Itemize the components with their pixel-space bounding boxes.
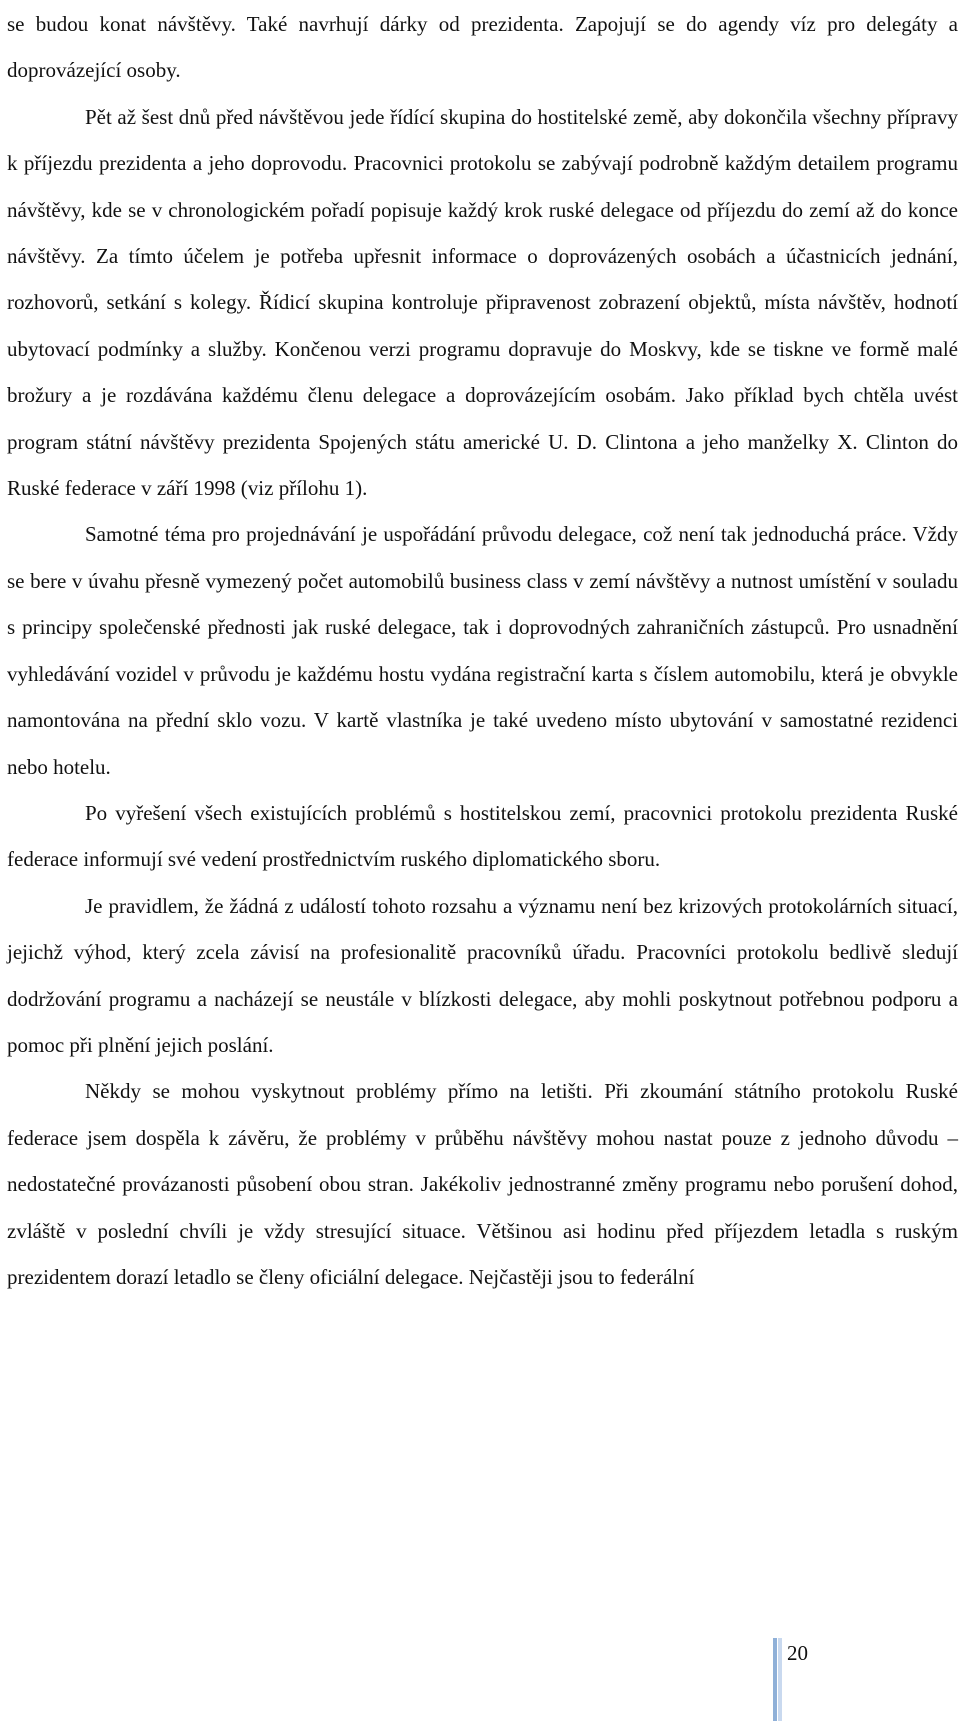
paragraph-preparation-group: Pět až šest dnů před návštěvou jede řídící skupina do hostitelské země, aby dokončila všechny přípravy k příjezdu prezidenta a jeho doprovodu. Pracovnici protokolu se zabývají podrobně každým detailem programu návštěvy, kde se v chronologickém pořadí popisuje každý krok ruské delegace od příjezdu do zemí až do konce návštěvy. Za tímto účelem je potřeba upřesnit informace o doprovázených osobách a účastnicích jednání, rozhovorů, setkání s kolegy. Řídicí skupina kontroluje připravenost zobrazení objektů, místa návštěv, hodnotí ubytovací podmínky a služby. Končenou verzi programu dopravuje do Moskvy, kde se tiskne ve formě malé brožury a je rozdávána každému členu delegace a doprovázejícím osobám. Jako příklad bych chtěla uvést program státní návštěvy prezidenta Spojených státu americké U. D. Clintona a jeho manželky X. Clinton do Ruské federace v září 1998 (viz přílohu 1).: [7, 104, 958, 501]
page-number: 20: [787, 1641, 808, 1665]
paragraph-problem-resolution: Po vyřešení všech existujících problémů s hostitelskou zemí, pracovnici protokolu prezidenta Ruské federace informují své vedení prostřednictvím ruského diplomatického sboru.: [7, 800, 958, 872]
paragraph-motorcade: Samotné téma pro projednávání je uspořádání průvodu delegace, což není tak jednoduchá práce. Vždy se bere v úvahu přesně vymezený počet automobilů business class v zemí návštěvy a nutnost umístění v souladu s principy společenské přednosti jak ruské delegace, tak i doprovodných zahraničních zástupců. Pro usnadnění vyhledávání vozidel v průvodu je každému hostu vydána registrační karta s číslem automobilu, která je obvykle namontována na přední sklo vozu. V kartě vlastníka je také uvedeno místo ubytování v samostatné rezidenci nebo hotelu.: [7, 522, 958, 779]
paragraph-airport-problems: Někdy se mohou vyskytnout problémy přímo na letišti. Při zkoumání státního protokolu Ruské federace jsem dospěla k závěru, že problémy v průběhu návštěvy mohou nastat pouze z jednoho důvodu – nedostatečné provázanosti působení obou stran. Jakékoliv jednostranné změny programu nebo porušení dohod, zvláště v poslední chvíli je vždy stresující situace. Většinou asi hodinu před příjezdem letadla s ruským prezidentem dorazí letadlo se členy oficiální delegace. Nejčastěji jsou to federální: [7, 1079, 958, 1289]
page-footer: [773, 1638, 853, 1721]
paragraph-crisis-situations: Je pravidlem, že žádná z událostí tohoto rozsahu a významu není bez krizových protokolárních situací, jejichž výhod, který zcela závisí na profesionalitě pracovníků úřadu. Pracovníci protokolu bedlivě sledují dodržování programu a nacházejí se neustále v blízkosti delegace, aby mohli poskytnout potřebnou podporu a pomoc při plnění jejich poslání.: [7, 893, 958, 1057]
body-text: [7, 1, 958, 1300]
paragraph-continuation: se budou konat návštěvy. Také navrhují dárky od prezidenta. Zapojují se do agendy víz pro delegáty a doprovázející osoby.: [7, 12, 958, 83]
page-number-rule: [773, 1638, 777, 1721]
